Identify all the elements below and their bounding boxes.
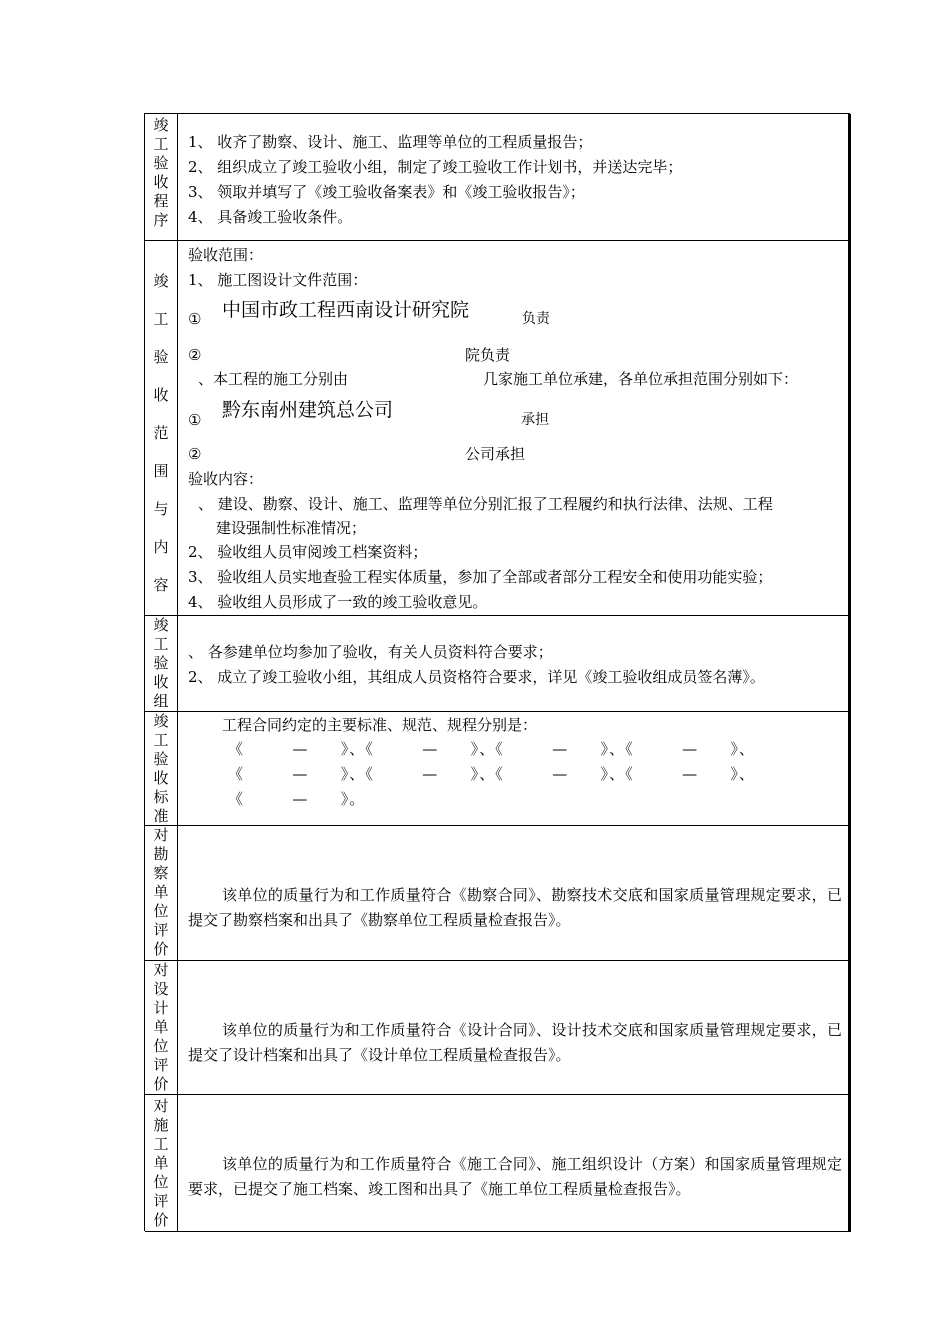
procedure-line: 3、 领取并填写了《竣工验收备案表》和《竣工验收报告》；: [188, 183, 585, 201]
procedure-line: 2、 组织成立了竣工验收小组，制定了竣工验收工作计划书，并送达完毕；: [188, 158, 683, 176]
row-scope: [145, 241, 850, 616]
standards-content: [188, 712, 842, 825]
team-content: [188, 616, 842, 711]
row-survey-evaluation: [145, 826, 850, 961]
scope-content: [188, 241, 842, 615]
row-standards: [145, 712, 850, 826]
content-item-1-cont: 建设强制性标准情况；: [216, 519, 367, 537]
construction-intro-a: 、本工程的施工分别由: [198, 370, 349, 388]
design-1-suffix: 负责: [522, 311, 550, 327]
team-line: 2、 成立了竣工验收小组，其组成人员资格符合要求，详见《竣工验收组成员签名薄》。: [188, 668, 765, 686]
standards-intro: 工程合同约定的主要标准、规范、规程分别是：: [222, 716, 538, 734]
design-evaluation-text: 该单位的质量行为和工作质量符合《设计合同》、设计技术交底和国家质量管理规定要求，已提交了设计档案和出具了《设计单位工程质量检查报告》。: [188, 1021, 842, 1064]
content-item-2: 2、 验收组人员审阅竣工档案资料；: [188, 543, 428, 561]
scope-title: 验收范围：: [188, 246, 264, 264]
builder-1-name: 黔东南州建筑总公司: [222, 399, 394, 421]
scope-item-1: 1、 施工图设计文件范围：: [188, 271, 368, 289]
label-team: 竣 工 验 收 组: [145, 616, 178, 711]
row-construction-evaluation: [145, 1095, 850, 1232]
builder-1-suffix: 承担: [521, 412, 549, 428]
design-2-suffix: 院负责: [465, 346, 511, 364]
content-item-3: 3、 验收组人员实地查验工程实体质量，参加了全部或者部分工程安全和使用功能实验；: [188, 568, 773, 586]
row-design-evaluation: [145, 961, 850, 1095]
standards-line: 《 — 》、《 — 》、《 — 》、《 — 》、: [228, 765, 756, 783]
construction-evaluation-content: [188, 1095, 842, 1231]
label-procedure: 竣 工 验 收 程 序: [145, 114, 178, 240]
standards-line: 《 — 》。: [228, 790, 366, 808]
builder-2-suffix: 公司承担: [465, 445, 526, 463]
content-title: 验收内容：: [188, 470, 264, 488]
procedure-line: 4、 具备竣工验收条件。: [188, 208, 353, 226]
standards-line: 《 — 》、《 — 》、《 — 》、《 — 》、: [228, 740, 756, 758]
procedure-line: 1、 收齐了勘察、设计、施工、监理等单位的工程质量报告；: [188, 133, 593, 151]
survey-evaluation-text: 该单位的质量行为和工作质量符合《勘察合同》、勘察技术交底和国家质量管理规定要求，已提交了勘察档案和出具了《勘察单位工程质量检查报告》。: [188, 886, 842, 929]
survey-evaluation-content: [188, 826, 842, 960]
content-item-4: 4、 验收组人员形成了一致的竣工验收意见。: [188, 593, 488, 611]
row-procedure: [145, 114, 850, 241]
builder-2-mark: ②: [188, 445, 202, 463]
label-scope: 竣 工 验 收 范 围 与 内 容: [145, 241, 178, 615]
content-item-1: 、 建设、勘察、设计、施工、监理等单位分别汇报了工程履约和执行法律、法规、工程: [198, 495, 773, 513]
acceptance-table: [144, 113, 850, 1231]
design-1-name: 中国市政工程西南设计研究院: [222, 299, 470, 321]
team-line: 、 各参建单位均参加了验收，有关人员资料符合要求；: [188, 643, 553, 661]
design-evaluation-content: [188, 961, 842, 1094]
label-survey-evaluation: 对 勘 察 单 位 评 价: [145, 826, 178, 960]
label-design-evaluation: 对 设 计 单 位 评 价: [145, 961, 178, 1094]
label-construction-evaluation: 对 施 工 单 位 评 价: [145, 1095, 178, 1231]
procedure-content: [188, 114, 842, 240]
design-2-mark: ②: [188, 346, 202, 364]
builder-1-mark: ①: [188, 411, 202, 429]
design-1-mark: ①: [188, 310, 202, 328]
construction-intro-b: 几家施工单位承建，各单位承担范围分别如下：: [483, 370, 799, 388]
label-standards: 竣 工 验 收 标 准: [145, 712, 178, 825]
row-team: [145, 616, 850, 712]
construction-evaluation-text: 该单位的质量行为和工作质量符合《施工合同》、施工组织设计（方案）和国家质量管理规定要求，已提交了施工档案、竣工图和出具了《施工单位工程质量检查报告》。: [188, 1155, 842, 1198]
